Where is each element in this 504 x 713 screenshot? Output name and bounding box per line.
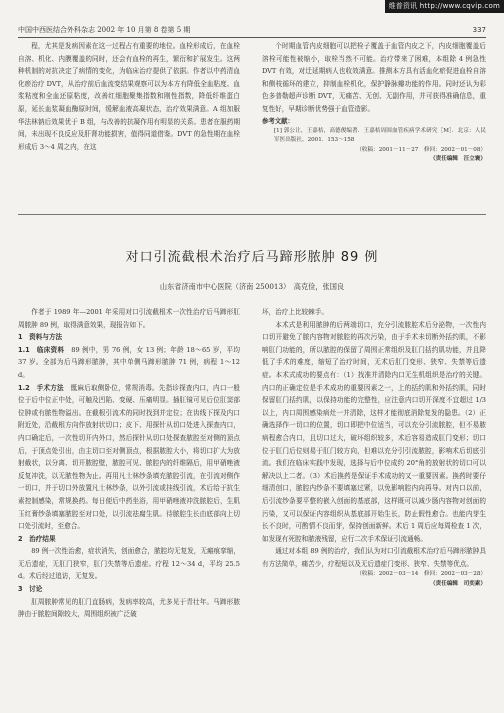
journal-title: 中国中西医结合外科杂志 2002 年 10 月第 8 卷第 5 期	[18, 26, 191, 34]
subsection-paragraph	[18, 382, 240, 533]
paragraph: 坏，治疗上比较棘手。	[262, 308, 328, 316]
page-number: 337	[472, 26, 486, 34]
running-head	[18, 24, 486, 36]
section-heading: 1 资料与方法	[18, 333, 63, 342]
section-heading: 3 讨论	[18, 585, 43, 594]
paragraph: 本术式是利用脓肿的后两端切口，充分引流脓腔术后分泌物，一次性内口切开避免了脓内容物对脓腔的再次污染，由于手术未切断外括约肌，不影响肛门功能的，所以脓腔的保留了周围正常组织及肛门括约肌功能，并且降低了手术的难度，缩短了治疗时间，无术后肛门变形、狭窄、失禁等后遗症。本术式成功的要点有：（1）找准并清除内口无生机组织是治疗的关键。内口的正确定位是手术成功的重要因素之一，上的括约肌和外括约肌，同时保留肛门括约肌，以保持功能的完整性，应注意内口切开深度不宜超过 1/3 以上，内口周围感染病灶一并清除，这样才能彻底消除复发的隐患。（2）正确选择作一切口的位置，切口即把中位适当，可以充分引流脓腔，但不易脓病程愈合内口，且切口过大，破坏组织较多，术后容易造成肛门变形；切口位于肛门后位则易于肛门较方向，但难以充分引引流脓腔，影响术后切底引流。我们在临床实践中发现，选择与后中位成约 20°角的放射状的切口可以解决以上二者。（3）术后换药是保证手术成功的又一重要因素。换药时要仔细清创口，脓腔内纱条不要填塞过紧，以免影响腔内向再导。对内口以前，后引流纱条要平整的嵌入创面的基底部，这样既可以减少肠内容物对创面的污染，又可以保证内容组织从基底部开始生长，防止假性愈合。也能内芽生长不良时，可酌情不良而芽，保持创面新鲜。术后 1 周后应每周检查 1 次，如发现有死腔和脓液残留，应行二次手术保证引流通畅。	[262, 320, 486, 543]
article-left-column	[18, 306, 240, 621]
subsection-text: 骶麻后取侧卧位，常规消毒。先指诊探查内口，内口一般位于后中位正中处，可触及凹陷、变硬、压痛明显。插肛镜可见后位肛窦部位肿或有脓性物溢出。在截根引流术的同时找到并定位；在齿线下探及内口附近处，沿截根方向作放射状切口；皮下、用探针从切口处进入探查内口，内口确定后，一次性切开内外口，然后探针从切口处探查脓腔至对侧的顶点后，于顶点处引出，由主切口至对侧顶点，根据脓腔大小，将切口扩大为放射截状，以分离、切开脓腔壁，脓腔可见、脓腔内的纤维隔后，用甲硝唑液反复冲洗，以无脓性物为止。再用凡士林纱条填充脓腔引流，在引流对侧作一切口，并于切口外放置凡士林纱条，以外引流或挂线引流，术后给于抗生素控制感染，常规换药。每日便后中药坐浴，用甲硝唑液冲洗脓腔后，生肌玉红膏纱条填塞脓腔至对口处，以引流祛腐生肌。待脓腔生长由底部向上切口处引流时，至愈合。	[18, 383, 241, 531]
previous-article-left-column	[18, 40, 240, 153]
watermark-banner: 维普资讯 http://www.cqvip.com	[385, 0, 504, 13]
subsection-paragraph	[18, 344, 240, 382]
subsection-heading: 1.2 手术方法	[18, 383, 64, 392]
reference-item: [1] 郭公让，王嘉桔，高德俊编著．王嘉桔周围血管疾病学术研究［M］．北京：人民军医出版社，2001．153～158	[274, 127, 486, 144]
subsection-text: 89 例中，男 76 例，女 13 例；年龄 18～65 岁，平均 37 岁。全部为后马蹄形脓肿，其中单侧马蹄形脓肿 71 例，病程 1～12 d。	[18, 345, 241, 379]
article-right-column	[262, 306, 486, 590]
responsible-editor: （责任编辑 司奕素）	[430, 581, 486, 588]
paragraph: 89 例一次性治愈，症状消失，创面愈合，脓腔均无复发，无瘢痕挛缩，无后遗症，无肛门狭窄，肛门失禁等后遗症。疗程 12～34 d，平均 25.5 d。术后经过追访，无复发。	[18, 547, 240, 581]
section-heading: 2 治疗结果	[18, 534, 56, 543]
received-dates: （收稿：2001－11－27 修回：2002－01－08）	[356, 146, 486, 153]
received-dates: （收稿：2002－03－14 修回：2002－03－28）	[356, 571, 486, 578]
references-heading: 参考文献：	[262, 116, 294, 125]
paragraph: 作者于 1989 年—2001 年采用对口引流截根术一次性治疗后马蹄形肛周脓肿 89 例，取得满意效果，现报告如下。	[18, 308, 240, 329]
responsible-editor: （责任编辑 汪立寰）	[430, 156, 486, 163]
section-divider	[18, 214, 486, 215]
paragraph: 个时期血管内皮细胞可以把栓子覆盖于血管内皮之下，内皮细胞覆盖后溶栓可能性被缩小，取栓当然不可能。治疗带来了困难，本组除 4 例急性 DVT 有效，对迁延期病人也收效满意。推测本方具有活血化瘀促进血栓自溶和侧枝循环的建立，抑制血栓机化，保护静脉瓣功能的作用。同时还认为彩色多普勒超声诊断 DVT，无痛苦、无创、无副作用，并可获得准确信息，重复性好，早期诊断优势强于血管造影。	[262, 42, 486, 113]
header-rule	[18, 37, 486, 38]
paragraph: 程，尤其是发病因素在这一过程占有重要的地位。血栓形成后，在血栓自溶、机化、内膜覆盖的同时，还会有血栓的再生，繁衍和扩展发生。这两种机制的对抗决定了病情的变化，为临床治疗提供了依据。作者以中药清血化瘀治疗 DVT，从治疗前后血流变结果观察可以为本方有降低全血粘度、血浆粘度和全血还原粘度，改善红细胞聚集指数和刚性指数，降低纤维蛋白原，延长血浆凝血酶原时间，缓解血液高凝状态，治疗效果满意。A 组加服华法林钠后效果优于 B 组，与改善的抗凝作用有明显的关系。患者在服药期间，未出现不良反应及肝肾功能损害，值得同道借鉴。DVT 的急性期在血栓形成后 3～4 周之内，在这	[18, 42, 240, 151]
paragraph: 通过对本组 89 例的治疗，我们认为对口引流截根术治疗后马蹄形脓肿具有方法简单，痛苦少，疗程短以及无后遗症门变形、狭窄、失禁等优点。	[262, 547, 486, 568]
paragraph: 肛周脓肿常见的肛门直肠病，发病率较高，尤多见于青壮年。马蹄形脓肿由于脓腔间隙较大，周围组织被广泛破	[18, 597, 240, 619]
subsection-heading: 1.1 临床资料	[18, 345, 65, 354]
article-title: 对口引流截根术治疗后马蹄形脓肿 89 例	[125, 250, 379, 265]
previous-article-right-column	[262, 40, 486, 165]
author-affiliation: 山东省济南市中心医院（济南 250013） 高克俭，张国良	[159, 282, 345, 291]
